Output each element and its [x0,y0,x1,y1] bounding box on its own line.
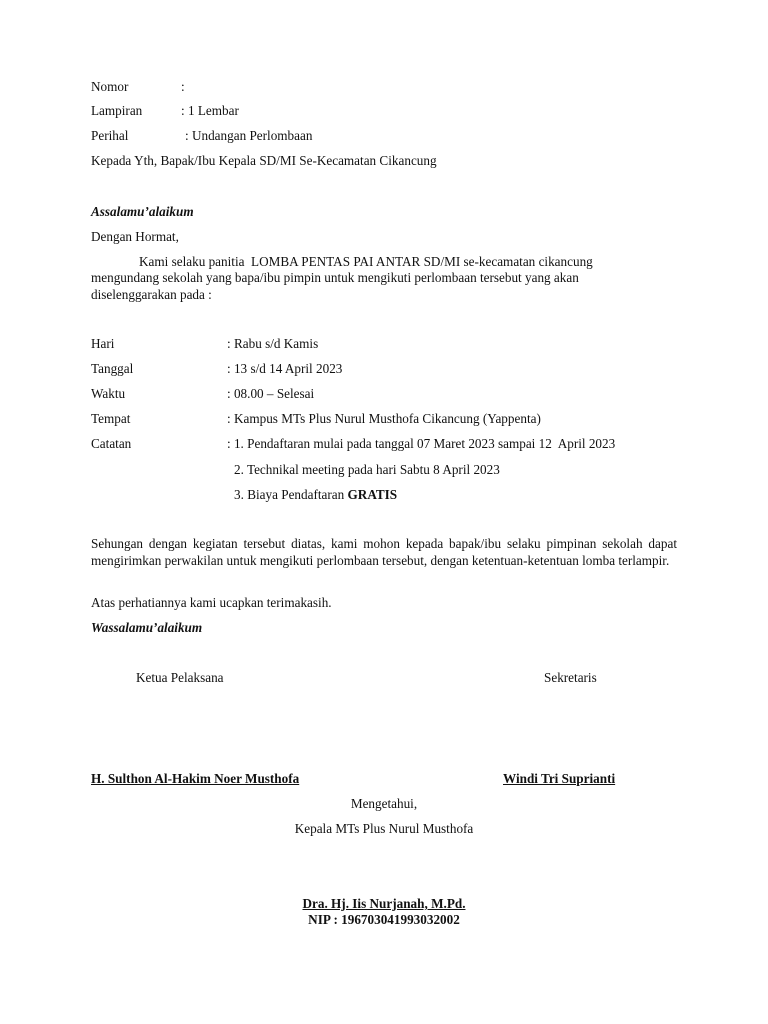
detail-label-hari: Hari [91,336,115,351]
head-name: Dra. Hj. Iis Nurjanah, M.Pd. [302,896,466,911]
detail-value-catatan: : 1. Pendaftaran mulai pada tanggal 07 Maret 2023 sampai 12 April 2023 [227,436,616,451]
lampiran-value: : 1 Lembar [181,103,239,118]
detail-label-tanggal: Tanggal [91,361,134,376]
detail-value-tempat: : Kampus MTs Plus Nurul Musthofa Cikancung (Yappenta) [227,411,541,426]
note-3 [234,487,397,503]
detail-value-tanggal: : 13 s/d 14 April 2023 [227,361,343,376]
intro-line-3: diselenggarakan pada : [91,287,212,302]
greeting: Assalamu’alaikum [91,204,194,219]
farewell: Wassalamu’alaikum [91,620,203,635]
thanks-line: Atas perhatiannya kami ucapkan terimakasih. [91,595,332,610]
intro-line-2: mengundang sekolah yang bapa/ibu pimpin untuk mengikuti perlombaan tersebut yang akan [91,270,579,285]
salutation: Dengan Hormat, [91,229,179,244]
head-nip: NIP : 196703041993032002 [308,912,460,927]
note-2: 2. Technikal meeting pada hari Sabtu 8 April 2023 [234,462,500,477]
intro-line-1: Kami selaku panitia LOMBA PENTAS PAI ANTAR SD/MI se-kecamatan cikancung [139,254,593,269]
lampiran-label: Lampiran [91,103,143,118]
nomor-label: Nomor [91,79,129,94]
perihal-value: : Undangan Perlombaan [185,128,313,143]
recipient-line: Kepada Yth, Bapak/Ibu Kepala SD/MI Se-Kecamatan Cikancung [91,153,437,168]
note-3-gratis: GRATIS [347,487,398,502]
detail-value-waktu: : 08.00 – Selesai [227,386,315,401]
detail-value-hari: : Rabu s/d Kamis [227,336,319,351]
signature-name-right: Windi Tri Suprianti [503,771,616,786]
detail-label-waktu: Waktu [91,386,126,401]
nomor-value: : [181,79,185,94]
closing-paragraph: Sehungan dengan kegiatan tersebut diatas, kami mohon kepada bapak/ibu selaku pimpinan sekolah dapat mengirimkan perwakilan untuk mengikuti perlombaan tersebut, dengan ketentuan-ketentuan lomba terlampir. [91,536,677,568]
head-name-wrap [0,896,768,912]
detail-label-tempat: Tempat [91,411,131,426]
signature-title-left: Ketua Pelaksana [136,670,224,685]
detail-label-catatan: Catatan [91,436,132,451]
perihal-label: Perihal [91,128,129,143]
head-title: Kepala MTs Plus Nurul Musthofa [294,821,474,836]
note-3-prefix: 3. Biaya Pendaftaran [234,487,348,502]
acknowledge-line: Mengetahui, [350,796,418,811]
signature-title-right: Sekretaris [544,670,597,685]
signature-name-left: H. Sulthon Al-Hakim Noer Musthofa [91,771,300,786]
